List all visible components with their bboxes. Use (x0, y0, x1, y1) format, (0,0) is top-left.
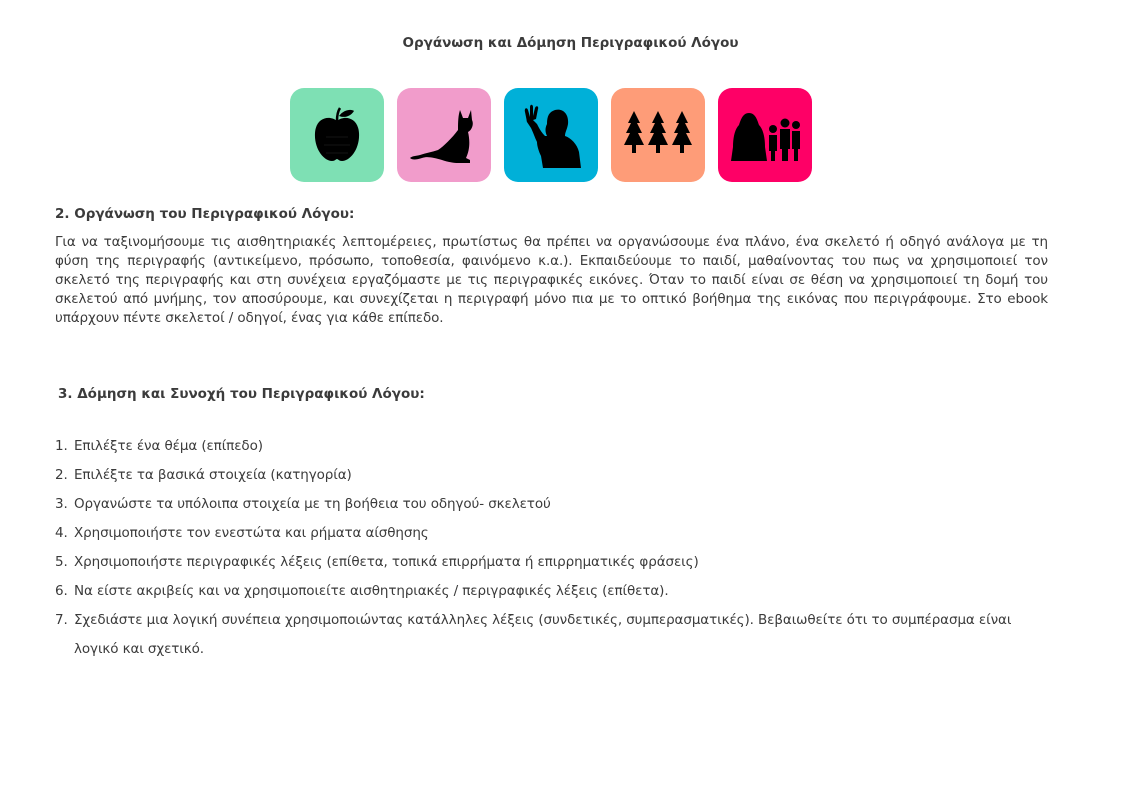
trees-icon (622, 109, 694, 161)
section-structure (58, 386, 1051, 402)
step-number: 6. (55, 583, 68, 599)
cat-icon (408, 106, 480, 164)
step-number: 5. (55, 554, 68, 570)
step-text: Χρησιμοποιήστε περιγραφικές λέξεις (επίθετα, τοπικά επιρρήματα ή επιρρηματικές φράσεις) (74, 554, 699, 570)
person-icon (521, 102, 581, 168)
step-number: 4. (55, 525, 68, 541)
level-1-tile (290, 88, 384, 182)
step-number: 2. (55, 467, 68, 483)
step-item (55, 461, 1048, 490)
step-number: 7. (55, 612, 68, 628)
step-item (55, 432, 1048, 461)
step-text: Χρησιμοποιήστε τον ενεστώτα και ρήματα αίσθησης (74, 525, 429, 541)
level-icons-row (290, 88, 812, 182)
step-item (55, 490, 1048, 519)
scene-icon (727, 107, 803, 163)
step-text: Επιλέξτε ένα θέμα (επίπεδο) (74, 438, 263, 454)
section-2-heading: 2. Οργάνωση του Περιγραφικού Λόγου: (55, 206, 355, 222)
step-text: Οργανώστε τα υπόλοιπα στοιχεία με τη βοήθεια του οδηγού- σκελετού (74, 496, 551, 512)
section-2-body: Για να ταξινομήσουμε τις αισθητηριακές λεπτομέρειες, πρωτίστως θα πρέπει να οργανώσουμε ένα πλάνο, ένα σκελετό ή οδηγό ανάλογα με τη φύση της περιγραφής (αντικείμενο, πρόσωπο, τοποθεσία, φαινόμενο κ.α.). Εκπαιδεύουμε το παιδί, μαθαίνοντας του πως να χρησιμοποιεί τον σκελετό της περιγραφής και στη συνέχεια εργαζόμαστε με τις περιγραφικές εικόνες. Όταν το παιδί είναι σε θέση να χρησιμοποιεί τη δομή του σκελετού από μνήμης, τον αποσύρουμε, και συνεχίζεται η περιγραφή μόνο πια με το οπτικό βοήθημα της εικόνας που περιγράφουμε. Στο ebook υπάρχουν πέντε σκελετοί / οδηγοί, ένας για κάθε επίπεδο. (55, 234, 1048, 326)
section-3-heading: 3. Δόμηση και Συνοχή του Περιγραφικού Λόγου: (58, 386, 425, 402)
step-text: Σχεδιάστε μια λογική συνέπεια χρησιμοποιώντας κατάλληλες λέξεις (συνδετικές, συμπερασματικές). Βεβαιωθείτε ότι το συμπέρασμα είναι λογικό και σχετικό. (74, 612, 1012, 657)
step-text: Να είστε ακριβείς και να χρησιμοποιείτε αισθητηριακές / περιγραφικές λέξεις (επίθετα). (74, 583, 669, 599)
step-item (55, 519, 1048, 548)
apple-icon (312, 107, 362, 163)
step-number: 1. (55, 438, 68, 454)
step-item (55, 548, 1048, 577)
step-item (55, 577, 1048, 606)
level-2-tile (397, 88, 491, 182)
level-3-tile (504, 88, 598, 182)
step-number: 3. (55, 496, 68, 512)
steps-list (55, 432, 1048, 664)
level-4-tile (611, 88, 705, 182)
section-organization (55, 206, 1048, 328)
page-title: Οργάνωση και Δόμηση Περιγραφικού Λόγου (402, 35, 739, 51)
step-item (55, 606, 1048, 664)
step-text: Επιλέξτε τα βασικά στοιχεία (κατηγορία) (74, 467, 352, 483)
level-5-tile (718, 88, 812, 182)
